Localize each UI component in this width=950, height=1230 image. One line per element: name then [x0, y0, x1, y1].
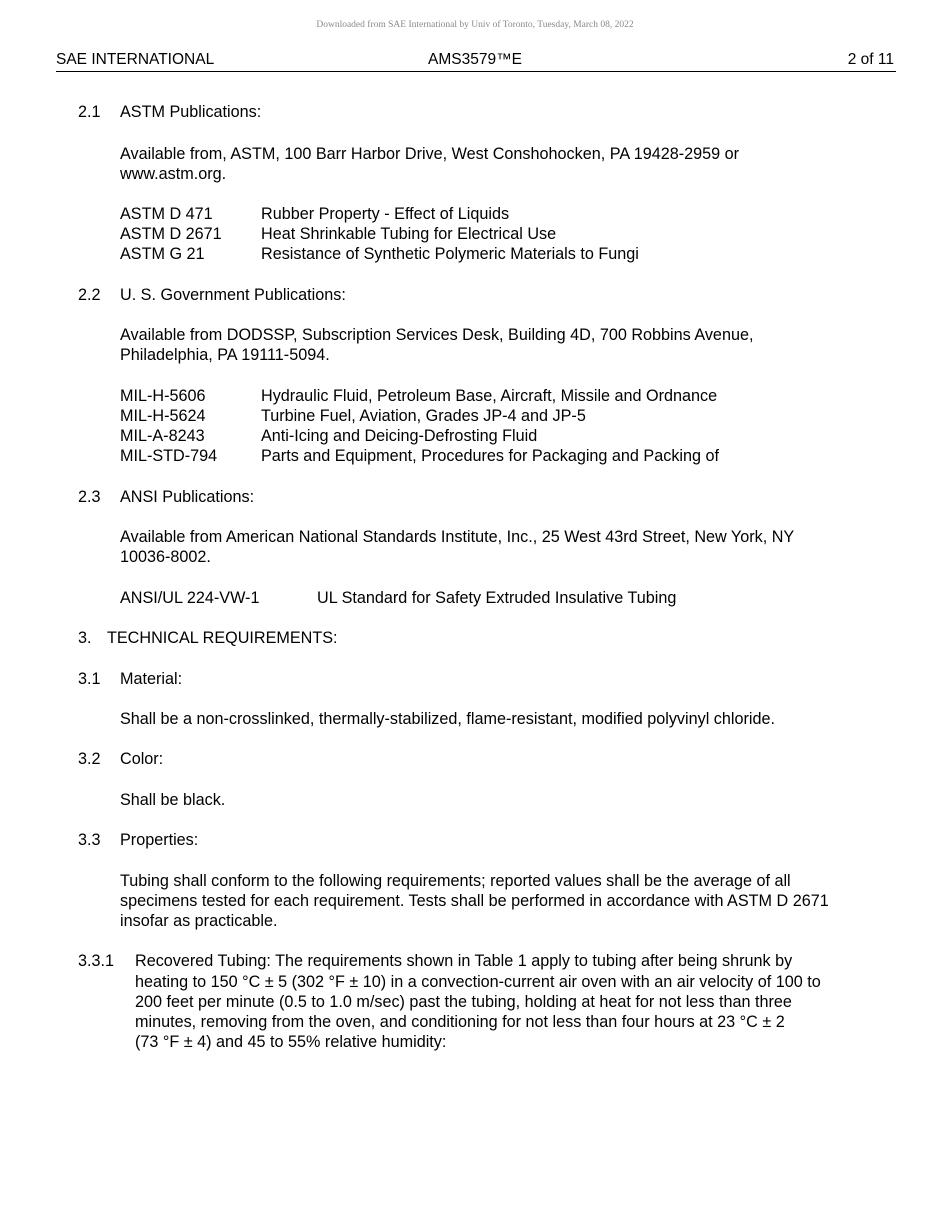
- reference-code: MIL-A-8243: [120, 427, 205, 445]
- availability-text: www.astm.org.: [120, 165, 227, 183]
- section-number: 2.3: [78, 488, 101, 506]
- paragraph-line: specimens tested for each requirement. Tests shall be performed in accordance with ASTM D 2671: [120, 892, 829, 910]
- reference-title: Hydraulic Fluid, Petroleum Base, Aircraft, Missile and Ordnance: [261, 387, 718, 405]
- availability-text: Philadelphia, PA 19111-5094.: [120, 346, 330, 364]
- paragraph: Shall be a non-crosslinked, thermally-stabilized, flame-resistant, modified polyvinyl chloride.: [120, 710, 775, 728]
- section-heading: U. S. Government Publications:: [120, 286, 346, 304]
- reference-title: UL Standard for Safety Extruded Insulative Tubing: [317, 589, 677, 607]
- header-page-number: 2 of 11: [847, 51, 894, 68]
- availability-text: Available from American National Standards Institute, Inc., 25 West 43rd Street, New York, NY: [120, 528, 795, 546]
- section-number: 3.2: [78, 750, 101, 768]
- header-rule: [56, 71, 896, 72]
- reference-title: Anti-Icing and Deicing-Defrosting Fluid: [261, 427, 538, 445]
- section-heading: TECHNICAL REQUIREMENTS:: [107, 629, 338, 647]
- paragraph-line: Tubing shall conform to the following requirements; reported values shall be the average of all: [120, 872, 791, 890]
- section-number: 2.1: [78, 103, 101, 121]
- paragraph-line: Recovered Tubing: The requirements shown in Table 1 apply to tubing after being shrunk by: [135, 952, 793, 970]
- reference-code: ANSI/UL 224-VW-1: [120, 589, 260, 607]
- reference-title: Heat Shrinkable Tubing for Electrical Use: [261, 225, 557, 243]
- reference-title: Parts and Equipment, Procedures for Packaging and Packing of: [261, 447, 720, 465]
- reference-code: MIL-STD-794: [120, 447, 218, 465]
- section-heading: Properties:: [120, 831, 199, 849]
- header-org: SAE INTERNATIONAL: [56, 51, 215, 68]
- reference-code: MIL-H-5606: [120, 387, 206, 405]
- reference-title: Rubber Property - Effect of Liquids: [261, 205, 510, 223]
- reference-title: Resistance of Synthetic Polymeric Materials to Fungi: [261, 245, 639, 263]
- section-number: 3.1: [78, 670, 101, 688]
- download-note: Downloaded from SAE International by Univ of Toronto, Tuesday, March 08, 2022: [316, 20, 634, 30]
- availability-text: Available from, ASTM, 100 Barr Harbor Drive, West Conshohocken, PA 19428-2959 or: [120, 145, 740, 163]
- availability-text: 10036-8002.: [120, 548, 211, 566]
- reference-code: ASTM G 21: [120, 245, 205, 263]
- availability-text: Available from DODSSP, Subscription Services Desk, Building 4D, 700 Robbins Avenue,: [120, 326, 754, 344]
- paragraph-line: insofar as practicable.: [120, 912, 278, 930]
- section-heading: Material:: [120, 670, 183, 688]
- reference-title: Turbine Fuel, Aviation, Grades JP-4 and JP-5: [261, 407, 586, 425]
- paragraph-line: 200 feet per minute (0.5 to 1.0 m/sec) past the tubing, holding at heat for not less than three: [135, 993, 792, 1011]
- header-doc-id: AMS3579™E: [428, 51, 522, 68]
- section-heading: Color:: [120, 750, 164, 768]
- section-number: 3.3.1: [78, 952, 115, 970]
- paragraph-line: (73 °F ± 4) and 45 to 55% relative humidity:: [135, 1033, 447, 1051]
- paragraph-line: minutes, removing from the oven, and conditioning for not less than four hours at 23 °C ± 2: [135, 1013, 785, 1031]
- paragraph-line: heating to 150 °C ± 5 (302 °F ± 10) in a convection-current air oven with an air velocity of 100 to: [135, 973, 821, 991]
- reference-code: MIL-H-5624: [120, 407, 206, 425]
- section-heading: ANSI Publications:: [120, 488, 255, 506]
- paragraph: Shall be black.: [120, 791, 226, 809]
- section-number: 3.: [78, 629, 92, 647]
- section-number: 2.2: [78, 286, 101, 304]
- reference-code: ASTM D 2671: [120, 225, 222, 243]
- section-heading: ASTM Publications:: [120, 103, 262, 121]
- reference-code: ASTM D 471: [120, 205, 213, 223]
- section-number: 3.3: [78, 831, 101, 849]
